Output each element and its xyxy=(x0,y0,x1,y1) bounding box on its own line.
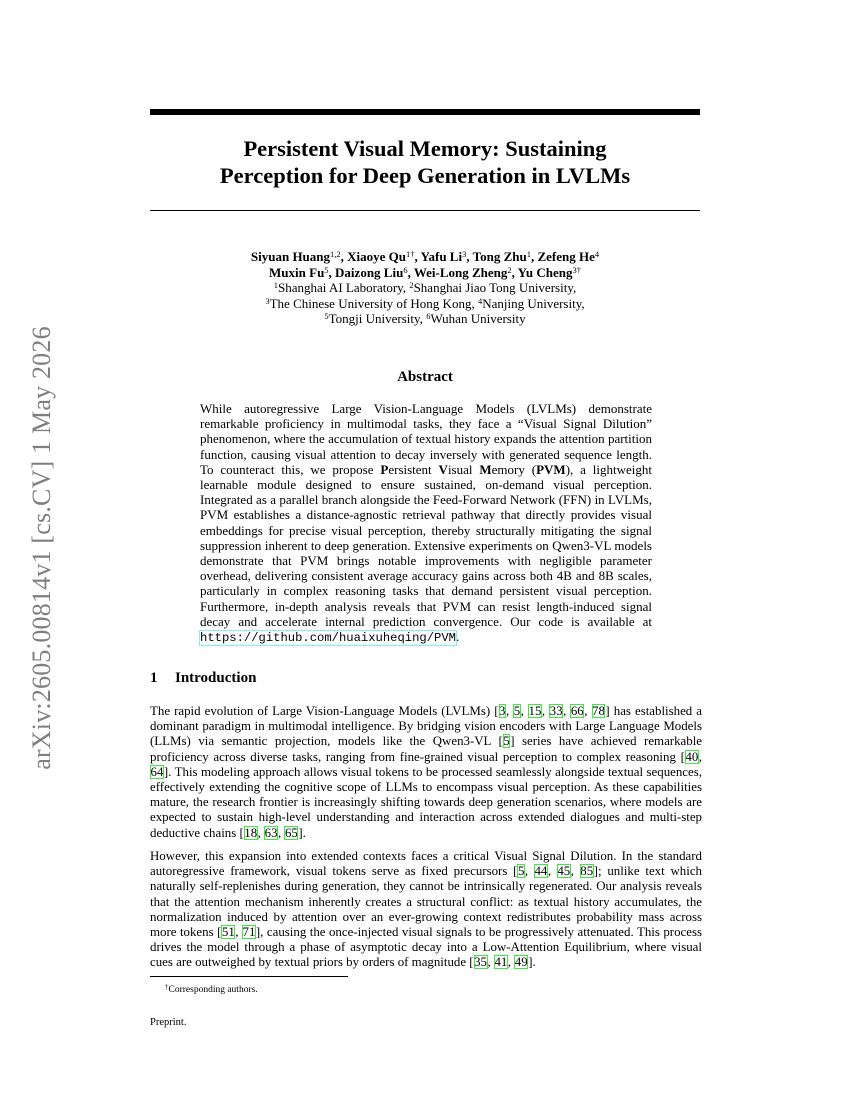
author-separator: , xyxy=(466,249,473,264)
section-heading-introduction xyxy=(150,670,700,687)
paragraph-text: ]. xyxy=(298,825,306,840)
paragraph-text: ]. xyxy=(528,955,536,970)
citation-link[interactable]: 66 xyxy=(570,704,584,718)
affiliation-name: Nanjing University, xyxy=(482,295,585,311)
paragraph-text: , xyxy=(570,864,580,879)
author-affiliation-marker: 2 xyxy=(507,264,512,275)
paragraph-text: ]. This modeling approach allows visual tokens to be processed seamlessly alongside textual sequences, effectively extending the cognitive scope of LLMs to encompass visual perception. As these capabilities mature, the research frontier is increasingly shifting towards deep generation scenarios, where models are expected to sustain high-level understanding and interaction across extended dialogues and multi-step deductive chains [ xyxy=(150,764,702,840)
author-separator: , xyxy=(414,249,421,264)
citation-link[interactable]: 71 xyxy=(242,925,256,940)
author-name: Yu Cheng xyxy=(517,264,573,280)
abstract-part-1: While autoregressive Large Vision-Language Models (LVLMs) demonstrate remarkable proficiency in multimodal tasks, they face a “Visual Signal Dilution” phenomenon, where the accumulation of textual history expands the attention partition function, causing visual attention to decay inversely with generated sequence length. To counteract this, we propose xyxy=(200,401,652,477)
author-affiliation-marker: 1 xyxy=(526,249,531,259)
affiliation-marker: 5 xyxy=(324,311,329,321)
citation-link[interactable]: 85 xyxy=(580,864,594,879)
citation-link[interactable]: 35 xyxy=(474,955,487,970)
affiliation-name: Shanghai Jiao Tong University, xyxy=(413,280,577,295)
citation-link[interactable]: 3 xyxy=(499,704,506,718)
author-separator: , xyxy=(511,264,518,280)
citation-link[interactable]: 65 xyxy=(284,825,298,840)
affiliations-line-1 xyxy=(150,280,700,296)
author-name: Daizong Liu xyxy=(335,264,404,280)
abstract-heading: Abstract xyxy=(397,369,453,385)
paragraph-text: , xyxy=(505,704,514,718)
paragraph-text: , xyxy=(487,955,494,970)
paper-title xyxy=(150,135,700,189)
author-names-line-2 xyxy=(150,265,700,281)
section-number: 1 xyxy=(150,670,158,686)
pvm-word-persistent: ersistent xyxy=(388,461,439,477)
author-affiliation-marker: 3 xyxy=(462,249,467,259)
paragraph-text: ], causing the once-injected visual signals to be progressively attenuated. This process drives the model through a phase of asymptotic decay into a Low-Attention Equilibrium, where visual cues are outweighed by textual priors by orders of magnitude [ xyxy=(150,925,702,970)
abstract-part-2: ), a lightweight learnable module designed to ensure sustained, on-demand visual perception. Integrated as a parallel branch alongside the Feed-Forward Network (FFN) in LVLMs, PVM establishes a distance-agnostic retrieval pathway that directly provides visual embeddings for precise visual perception, thereby structurally mitigating the signal suppression inherent to deep generation. Extensive experiments on Qwen3-VL models demonstrate that PVM brings notable improvements with negligible parameter overhead, delivering consistent average accuracy gains across both 4B and 8B scales, particularly in complex reasoning tasks that demand persistent visual perception. Furthermore, in-depth analysis reveals that PVM can resist length-induced signal decay and accelerate internal prediction convergence. Our code is available at xyxy=(200,461,653,629)
citation-link[interactable]: 5 xyxy=(513,704,521,718)
author-separator: , xyxy=(407,264,414,280)
author-name: Zefeng He xyxy=(537,249,595,264)
preprint-label: Preprint. xyxy=(150,1017,187,1028)
author-separator: , xyxy=(340,249,348,264)
pvm-abbreviation: PVM xyxy=(536,461,566,477)
author-affiliation-marker: 6 xyxy=(403,264,408,275)
author-separator: , xyxy=(530,249,538,264)
intro-paragraph-1 xyxy=(150,704,702,841)
citation-link[interactable]: 78 xyxy=(592,704,605,718)
footnote-rule xyxy=(150,976,348,977)
affiliation-name: Tongji University, xyxy=(328,311,427,326)
footnote xyxy=(165,981,258,996)
abstract-part-3: . xyxy=(455,629,460,645)
affiliation-marker: 1 xyxy=(273,280,279,290)
footnote-marker: † xyxy=(165,983,169,991)
citation-link[interactable]: 15 xyxy=(528,704,542,718)
paragraph-text: ]; unlike text which naturally self-replenishes during generation, they cannot be intrinsically regenerated. Our analysis reveals that the attention mechanism inherently creates a structural conflict: as textual history accumulates, the normalization induced by attention over an ever-growing context redistributes probability mass across more tokens [ xyxy=(150,864,702,940)
author-name: Yafu Li xyxy=(420,249,463,264)
title-top-rule xyxy=(150,109,700,115)
citation-link[interactable]: 33 xyxy=(549,704,563,718)
paragraph-text: , xyxy=(698,749,702,764)
author-name: Tong Zhu xyxy=(472,249,527,264)
paragraph-text: However, this expansion into extended contexts faces a critical Visual Signal Dilution. In the standard autoregressive framework, visual tokens serve as fixed precursors [ xyxy=(150,849,702,879)
affiliation-name: Wuhan University xyxy=(430,311,526,326)
author-name: Siyuan Huang xyxy=(250,249,331,264)
code-repository-link[interactable]: https://github.com/huaixuheqing/PVM xyxy=(200,631,456,646)
paragraph-text: ] series have achieved remarkable proficiency across diverse tasks, ranging from fine-grained visual perception to complex reasoning [ xyxy=(150,734,702,764)
citation-link[interactable]: 5 xyxy=(517,864,525,879)
citation-link[interactable]: 49 xyxy=(514,955,528,970)
paragraph-text: , xyxy=(520,704,528,718)
paragraph-text: [ xyxy=(494,704,499,718)
paragraph-text: , xyxy=(563,704,571,718)
affiliation-marker: 2 xyxy=(409,280,414,290)
author-separator: , xyxy=(328,264,336,280)
citation-link[interactable]: 64 xyxy=(150,764,164,779)
affiliations-line-2 xyxy=(150,296,700,312)
citation-link[interactable]: 40 xyxy=(685,749,699,764)
pvm-initial-p: P xyxy=(380,461,389,477)
citation-link[interactable]: 44 xyxy=(534,864,548,879)
author-affiliation-marker: 3† xyxy=(572,264,581,275)
author-affiliation-marker: 4 xyxy=(594,249,600,259)
affiliation-name: Shanghai AI Laboratory, xyxy=(278,280,410,295)
pvm-initial-m: M xyxy=(479,461,492,477)
paragraph-text: , xyxy=(584,704,592,718)
author-affiliation-marker: 1† xyxy=(406,249,415,259)
intro-paragraph-2 xyxy=(150,849,702,971)
citation-link[interactable]: 5 xyxy=(503,734,510,749)
author-name: Muxin Fu xyxy=(269,264,325,280)
affiliations-line-3 xyxy=(150,311,700,327)
paragraph-text: , xyxy=(257,825,265,840)
affiliation-name: The Chinese University of Hong Kong, xyxy=(269,295,478,311)
paragraph-text: , xyxy=(541,704,550,718)
author-block xyxy=(150,249,700,327)
author-name: Xiaoye Qu xyxy=(347,249,407,264)
paragraph-text: , xyxy=(547,864,557,879)
citation-link[interactable]: 41 xyxy=(494,955,508,970)
paragraph-text: , xyxy=(507,955,515,970)
author-names-line-1 xyxy=(150,249,700,265)
author-affiliation-marker: 5 xyxy=(324,264,329,275)
citation-link[interactable]: 45 xyxy=(557,864,571,879)
citation-link[interactable]: 51 xyxy=(221,925,235,940)
title-line-1: Persistent Visual Memory: Sustaining xyxy=(243,136,607,161)
pvm-word-memory: emory ( xyxy=(491,461,537,477)
title-bottom-rule xyxy=(150,210,700,211)
paragraph-text: The rapid evolution of Large Vision-Language Models (LVLMs) xyxy=(150,704,495,718)
paragraph-text: , xyxy=(524,864,534,879)
arxiv-identifier-text: arXiv:2605.00814v1 [cs.CV] 1 May 2026 xyxy=(27,326,56,770)
pvm-word-visual: isual xyxy=(447,461,480,477)
paragraph-text: ] has established a dominant paradigm in multimodal intelligence. By bridging vision encoders with Large Language Models (LLMs) via semantic projection, models like the Qwen3-VL [ xyxy=(150,704,703,749)
author-affiliation-marker: 1,2 xyxy=(330,249,341,259)
title-line-2: Perception for Deep Generation in LVLMs xyxy=(219,163,631,188)
paragraph-text: , xyxy=(278,825,285,840)
affiliation-marker: 4 xyxy=(477,295,483,306)
affiliation-marker: 3 xyxy=(265,295,270,306)
abstract-text xyxy=(200,401,652,646)
arxiv-side-identifier xyxy=(28,308,58,788)
citation-link[interactable]: 18 xyxy=(244,825,258,840)
footnote-text: Corresponding authors. xyxy=(168,985,258,995)
citation-link[interactable]: 63 xyxy=(264,825,278,840)
affiliation-marker: 6 xyxy=(426,311,431,321)
section-title: Introduction xyxy=(175,670,257,686)
pvm-initial-v: V xyxy=(438,461,448,477)
author-name: Wei-Long Zheng xyxy=(413,264,508,280)
paragraph-text: , xyxy=(235,925,242,940)
